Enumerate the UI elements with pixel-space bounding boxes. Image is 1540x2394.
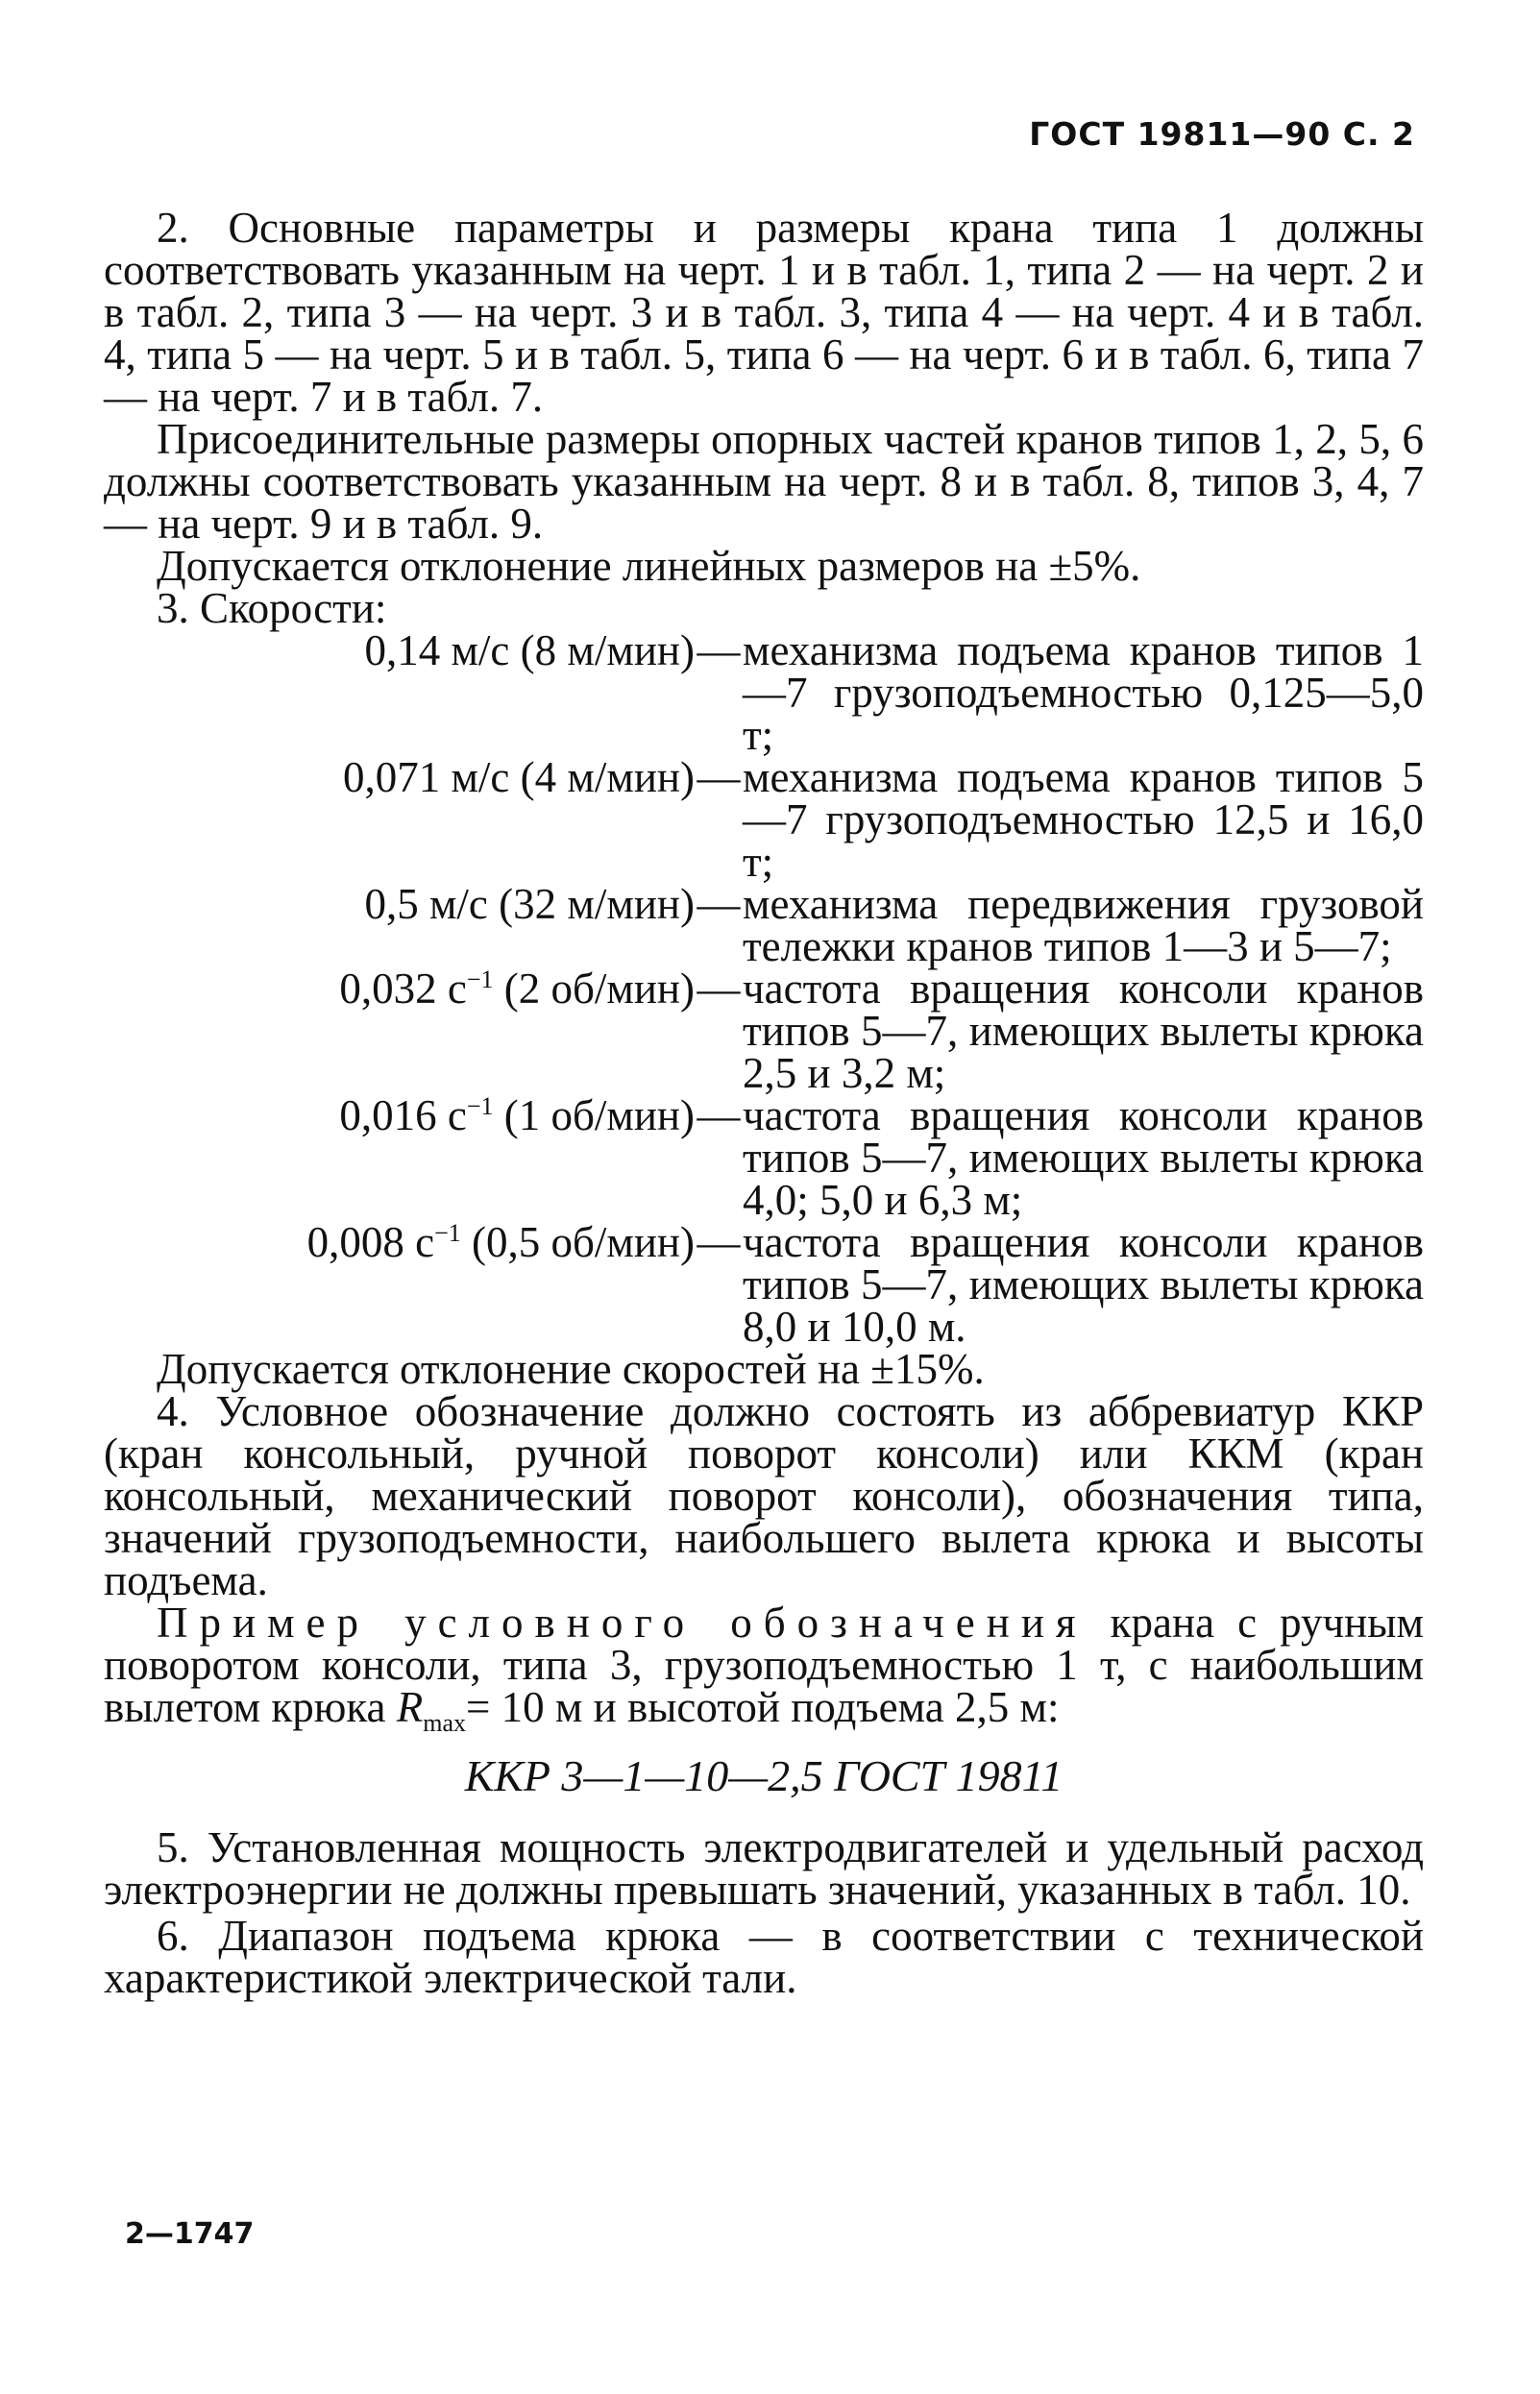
speed-value: 0,5 м/с (32 м/мин) bbox=[364, 880, 695, 928]
document-body bbox=[104, 204, 1424, 2002]
speed-description: частота вращения консоли кранов типов 5—7, имеющих вылеты крюка 2,5 и 3,2 м; bbox=[743, 965, 1424, 1097]
designation-example: ККР 3—1—10—2,5 ГОСТ 19811 bbox=[464, 1751, 1063, 1800]
paragraph-3-title: 3. Скорости: bbox=[157, 584, 387, 632]
example-lead: Пример условного обозначения bbox=[157, 1599, 1088, 1647]
paragraph-5: 5. Установленная мощность электродвигателей и удельный расход электроэнергии не должны превышать значений, указанных в табл. 10. bbox=[104, 1823, 1424, 1914]
speed-value: 0,032 $с^{-1}$ (2 об/мин) bbox=[339, 965, 695, 1013]
speed-description: механизма подъема кранов типов 5—7 грузоподъемностью 12,5 и 16,0 т; bbox=[743, 753, 1424, 886]
paragraph-2-connection: Присоединительные размеры опорных частей кранов типов 1, 2, 5, 6 должны соответствовать указанным на черт. 8 и в табл. 8, типов 3, 4, 7 — на черт. 9 и в табл. 9. bbox=[104, 415, 1424, 548]
speed-dash: — bbox=[697, 880, 741, 928]
speed-dash: — bbox=[697, 1218, 741, 1266]
speed-dash: — bbox=[697, 626, 741, 674]
speed-row bbox=[104, 1218, 1424, 1351]
speed-row bbox=[104, 1091, 1424, 1224]
paragraph-3-tolerance: Допускается отклонение скоростей на ±15%. bbox=[157, 1345, 985, 1393]
speed-row bbox=[104, 626, 1424, 759]
speed-description: частота вращения консоли кранов типов 5—7, имеющих вылеты крюка 8,0 и 10,0 м. bbox=[743, 1218, 1424, 1351]
speed-row bbox=[104, 965, 1424, 1097]
speed-dash: — bbox=[697, 753, 741, 801]
page-header: ГОСТ 19811—90 С. 2 bbox=[1029, 115, 1415, 153]
paragraph-4: 4. Условное обозначение должно состоять из аббревиатур ККР (кран консольный, ручной поворот консоли) или ККМ (кран консольный, механический поворот консоли), обозначения типа, значений грузоподъемности, наибольшего вылета крюка и высоты подъема. bbox=[104, 1387, 1424, 1604]
speed-dash: — bbox=[697, 1091, 741, 1139]
example-paragraph: Пример условного обозначения крана с ручным поворотом консоли, типа 3, грузоподъемностью 1 т, с наибольшим вылетом крюка $R_{max}= 10$ м и высотой подъема 2,5 м: bbox=[104, 1599, 1424, 1737]
speed-value: 0,016 $с^{-1}$ (1 об/мин) bbox=[339, 1091, 695, 1139]
speed-list bbox=[104, 626, 1424, 1351]
speed-value: 0,008 $с^{-1}$ (0,5 об/мин) bbox=[306, 1218, 695, 1266]
page-footer: 2—1747 bbox=[125, 2217, 255, 2251]
speed-description: механизма подъема кранов типов 1—7 грузоподъемностью 0,125—5,0 т; bbox=[743, 626, 1424, 759]
paragraph-2-tolerance: Допускается отклонение линейных размеров на ±5%. bbox=[157, 542, 1141, 590]
speed-description: частота вращения консоли кранов типов 5—7, имеющих вылеты крюка 4,0; 5,0 и 6,3 м; bbox=[743, 1091, 1424, 1224]
speed-row bbox=[104, 753, 1424, 886]
paragraph-6: 6. Диапазон подъема крюка — в соответствии с технической характеристикой электрической тали. bbox=[104, 1912, 1424, 2002]
speed-dash: — bbox=[697, 965, 741, 1013]
paragraph-2: 2. Основные параметры и размеры крана типа 1 должны соответствовать указанным на черт. 1 и в табл. 1, типа 2 — на черт. 2 и в табл. 2, типа 3 — на черт. 3 и в табл. 3, типа 4 — на черт. 4 и в табл. 4, типа 5 — на черт. 5 и в табл. 5, типа 6 — на черт. 6 и в табл. 6, типа 7 — на черт. 7 и в табл. 7. bbox=[104, 204, 1424, 421]
speed-value: 0,14 м/с (8 м/мин) bbox=[364, 626, 695, 674]
speed-value: 0,071 м/с (4 м/мин) bbox=[342, 753, 695, 801]
speed-row bbox=[104, 880, 1424, 970]
speed-description: механизма передвижения грузовой тележки кранов типов 1—3 и 5—7; bbox=[743, 880, 1424, 970]
